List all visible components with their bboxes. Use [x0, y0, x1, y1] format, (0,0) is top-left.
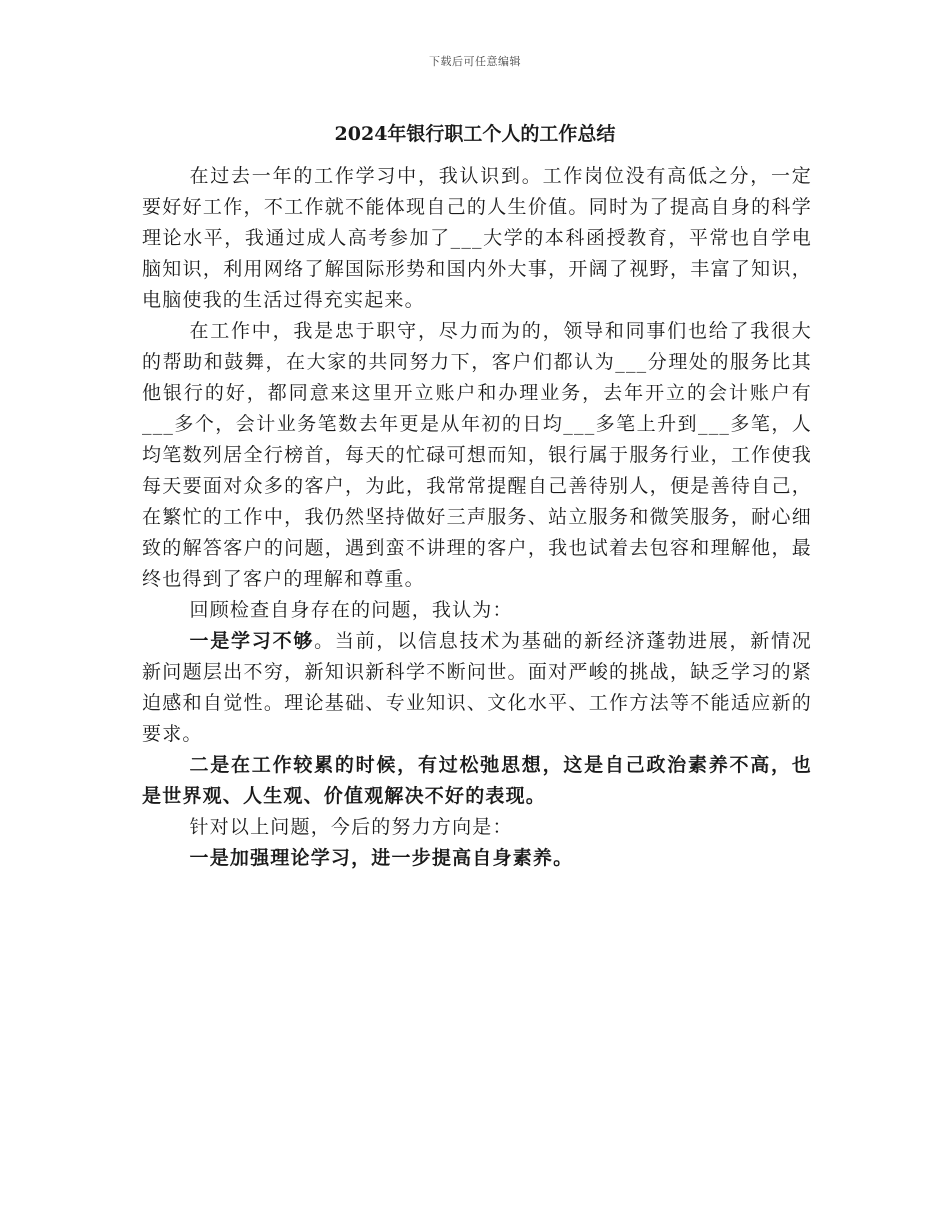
- paragraph-4-rest: 。当前，以信息技术为基础的新经济蓬勃进展，新情况新问题层出不穷，新知识新科学不断问世。面对严峻的挑战，缺乏学习的紧迫感和自觉性。理论基础、专业知识、文化水平、工作方法等不能适应新的要求。: [142, 630, 813, 745]
- page-header-note: 下载后可任意编辑: [429, 55, 521, 68]
- paragraph-2: 在工作中，我是忠于职守，尽力而为的，领导和同事们也给了我很大的帮助和鼓舞，在大家的共同努力下，客户们都认为___分理处的服务比其他银行的好，都同意来这里开立账户和办理业务，去年开立的会计账户有___多个，会计业务笔数去年更是从年初的日均___多笔上升到___多笔，人均笔数列居全行榜首，每天的忙碌可想而知，银行属于服务行业，工作使我每天要面对众多的客户，为此，我常常提醒自己善待别人，便是善待自己，在繁忙的工作中，我仍然坚持做好三声服务、站立服务和微笑服务，耐心细致的解答客户的问题，遇到蛮不讲理的客户，我也试着去包容和理解他，最终也得到了客户的理解和尊重。: [142, 320, 812, 590]
- document-body: [142, 161, 812, 874]
- document-title: 2024年银行职工个人的工作总结: [334, 123, 616, 145]
- paragraph-4: [142, 626, 812, 750]
- paragraph-3: 回顾检查自身存在的问题，我认为：: [189, 599, 513, 621]
- paragraph-6: 针对以上问题，今后的努力方向是：: [189, 816, 513, 838]
- paragraph-4-lead: 一是学习不够: [189, 630, 315, 652]
- paragraph-1: 在过去一年的工作学习中，我认识到。工作岗位没有高低之分，一定要好好工作，不工作就不能体现自己的人生价值。同时为了提高自身的科学理论水平，我通过成人高考参加了___大学的本科函授教育，平常也自学电脑知识，利用网络了解国际形势和国内外大事，开阔了视野，丰富了知识，电脑使我的生活过得充实起来。: [142, 165, 812, 311]
- paragraph-7: 一是加强理论学习，进一步提高自身素养。: [189, 847, 574, 869]
- paragraph-5: 二是在工作较累的时候，有过松弛思想，这是自己政治素养不高，也是世界观、人生观、价值观解决不好的表现。: [142, 754, 812, 807]
